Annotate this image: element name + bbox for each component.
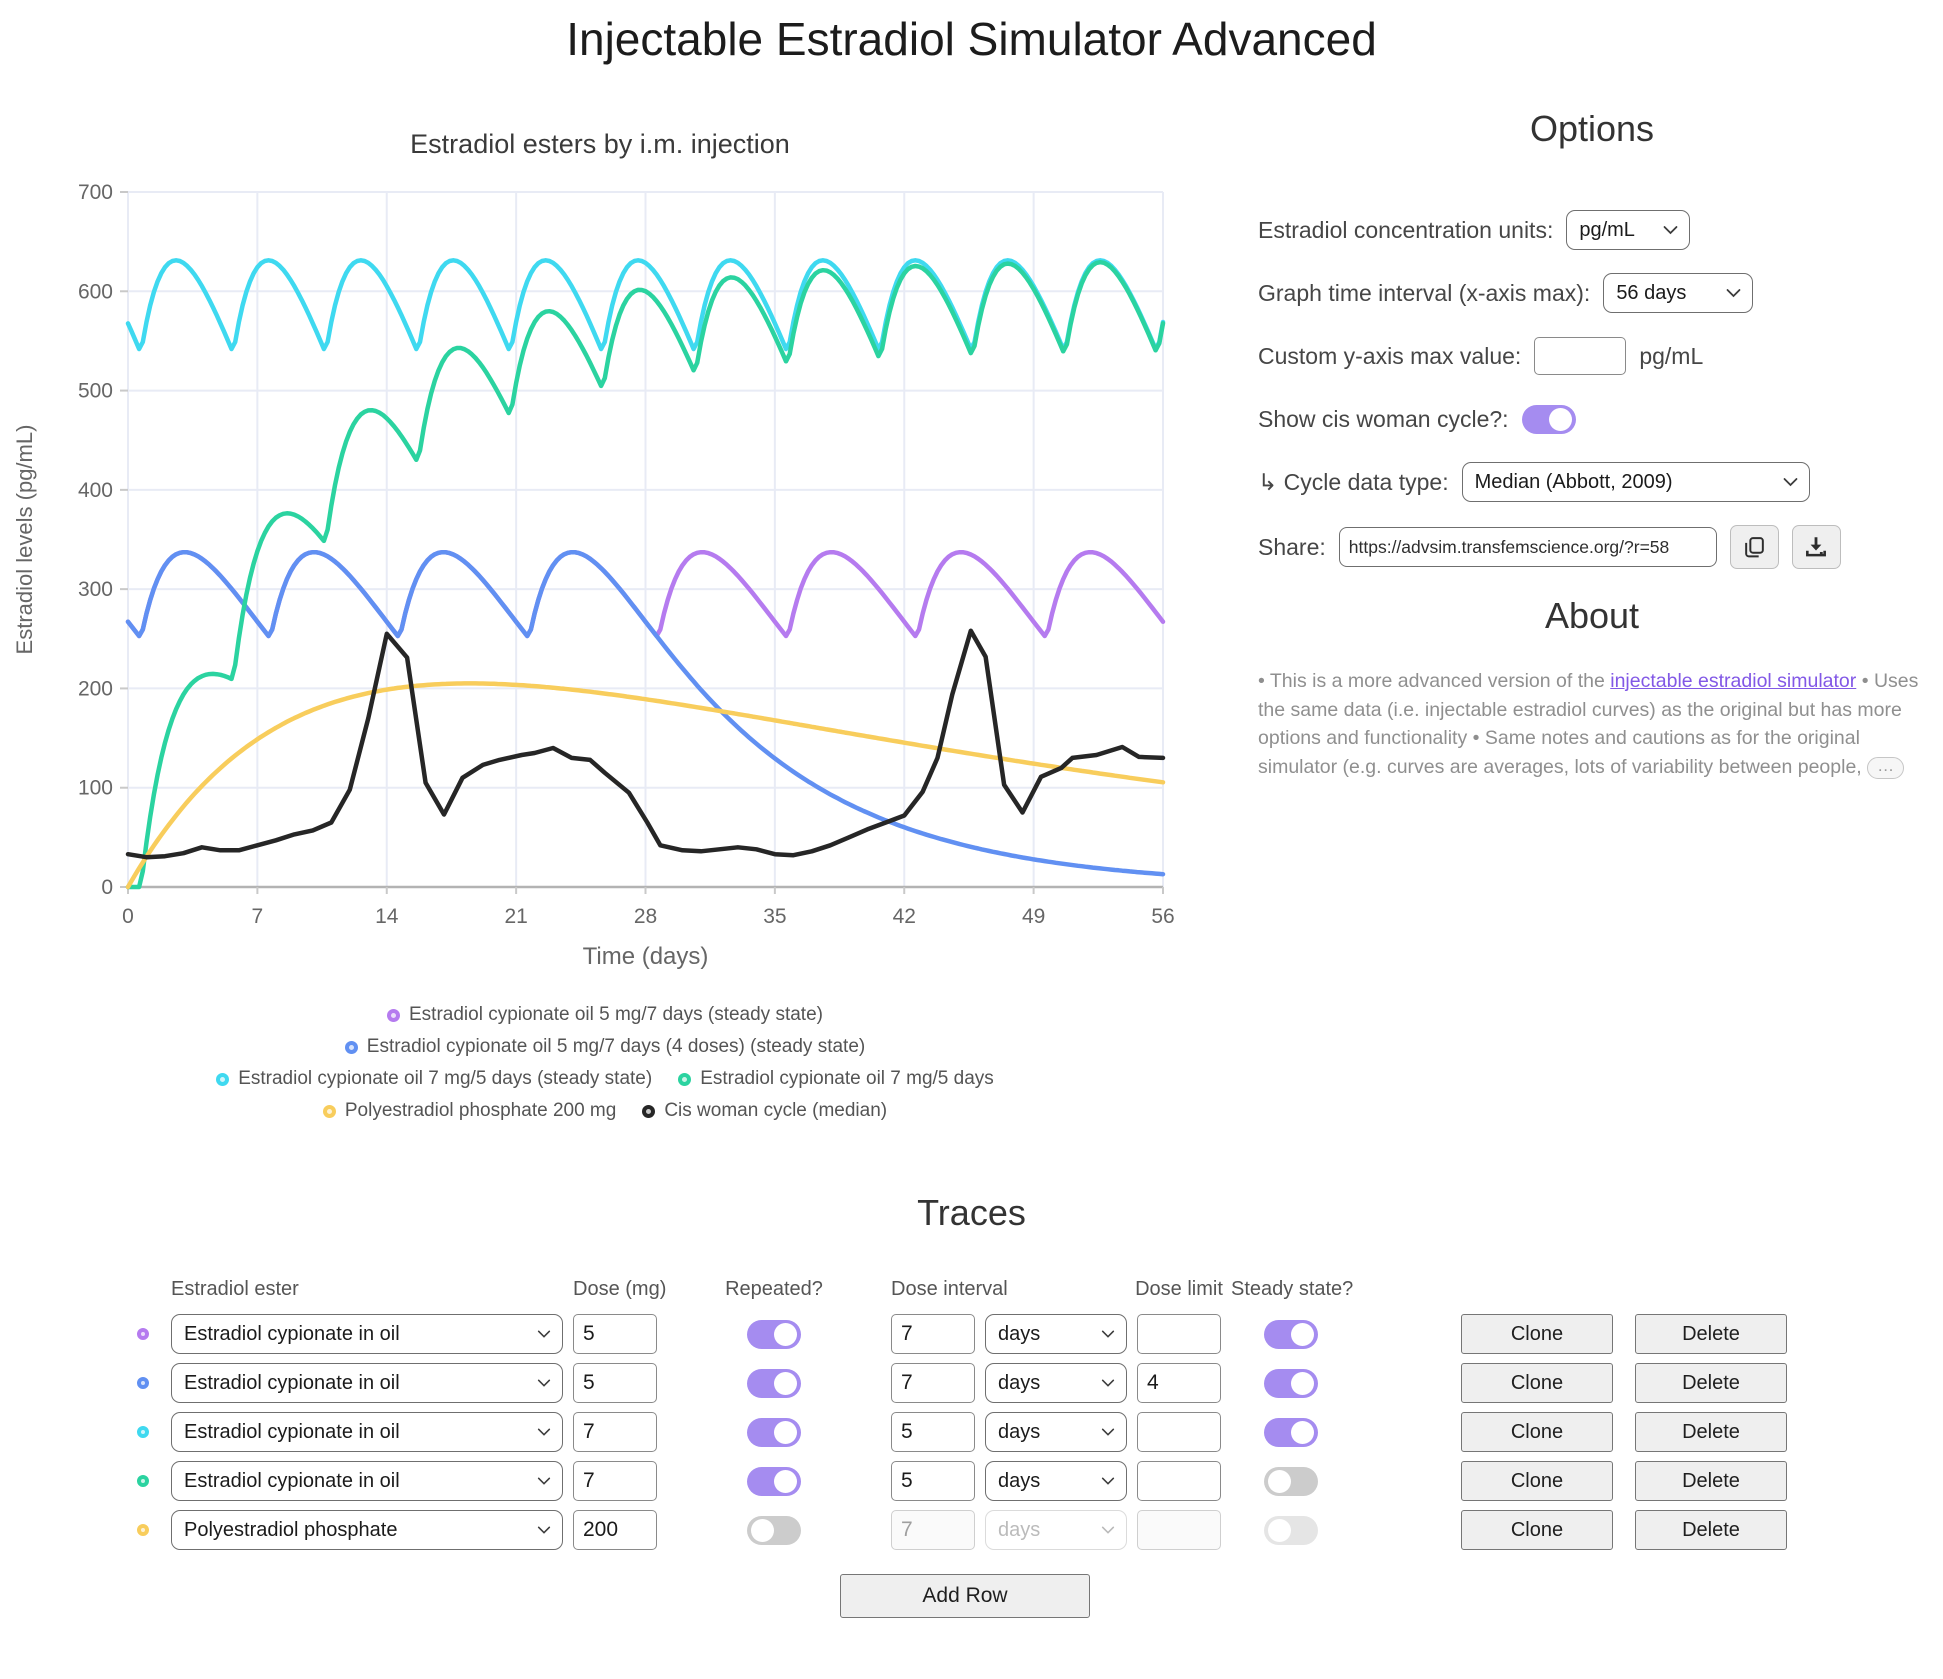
steady-state-toggle[interactable] — [1264, 1369, 1318, 1398]
header-steady-state: Steady state? — [1231, 1278, 1354, 1300]
trace-marker-icon — [137, 1377, 149, 1389]
ester-select-wrap — [171, 1510, 563, 1550]
legend-row — [0, 1004, 1210, 1026]
copy-icon — [1742, 535, 1767, 560]
dose-limit-input[interactable] — [1137, 1461, 1221, 1501]
interval-unit-select[interactable] — [985, 1510, 1127, 1550]
expand-about-button[interactable]: … — [1867, 757, 1904, 779]
toggle-knob — [774, 1421, 797, 1444]
y-tick-label: 700 — [77, 181, 113, 204]
ester-select-wrap — [171, 1363, 563, 1403]
toggle-knob — [1268, 1519, 1291, 1542]
y-tick-label: 200 — [77, 677, 113, 701]
show-cycle-row — [1258, 399, 1926, 439]
clone-button[interactable]: Clone — [1461, 1314, 1613, 1354]
estradiol-chart — [0, 100, 1210, 980]
trace-marker-icon — [137, 1475, 149, 1487]
ester-select-wrap — [171, 1461, 563, 1501]
y-tick-label: 100 — [77, 776, 113, 800]
legend-marker-icon — [642, 1105, 655, 1118]
row-actions — [1361, 1314, 1801, 1354]
ymax-row — [1258, 336, 1926, 376]
units-label: Estradiol concentration units: — [1258, 216, 1554, 243]
dose-input[interactable] — [573, 1412, 657, 1452]
header-ester: Estradiol ester — [171, 1278, 299, 1300]
time-interval-select-wrap — [1603, 273, 1753, 313]
toggle-knob — [1291, 1421, 1314, 1444]
y-tick-label: 600 — [77, 280, 113, 304]
ester-select[interactable] — [171, 1461, 563, 1501]
clone-button[interactable]: Clone — [1461, 1412, 1613, 1452]
steady-state-toggle[interactable] — [1264, 1320, 1318, 1349]
legend-label: Estradiol cypionate oil 7 mg/5 days (steady state) — [238, 1068, 653, 1089]
traces-heading: Traces — [917, 1192, 1026, 1233]
toggle-knob — [1268, 1470, 1291, 1493]
legend-item[interactable] — [216, 1068, 652, 1090]
ester-select-wrap — [171, 1412, 563, 1452]
share-row — [1258, 525, 1926, 569]
time-interval-select[interactable] — [1603, 273, 1753, 313]
options-panel — [1258, 108, 1926, 782]
header-dose: Dose (mg) — [573, 1278, 667, 1300]
cycle-type-label: ↳ Cycle data type: — [1258, 468, 1449, 495]
header-dose-interval: Dose interval — [891, 1278, 1008, 1300]
page-title: Injectable Estradiol Simulator Advanced — [566, 13, 1377, 65]
chart-svg — [0, 100, 1210, 980]
interval-unit-select[interactable] — [985, 1412, 1127, 1452]
header-spacer — [125, 1290, 161, 1294]
legend-row — [0, 1100, 1210, 1122]
legend-item[interactable] — [323, 1100, 616, 1122]
cycle-type-select[interactable] — [1462, 462, 1810, 502]
legend-marker-icon — [345, 1041, 358, 1054]
show-cycle-toggle[interactable] — [1522, 405, 1576, 434]
toggle-knob — [1549, 408, 1572, 431]
dose-limit-input[interactable] — [1137, 1412, 1221, 1452]
legend-item[interactable] — [387, 1004, 823, 1026]
steady-state-toggle[interactable] — [1264, 1418, 1318, 1447]
time-interval-label: Graph time interval (x-axis max): — [1258, 279, 1591, 306]
x-tick-label: 28 — [633, 905, 658, 928]
legend-marker-icon — [387, 1009, 400, 1022]
interval-unit-select-wrap — [985, 1363, 1127, 1403]
toggle-knob — [1291, 1323, 1314, 1346]
row-actions — [1361, 1461, 1801, 1501]
y-tick-label: 500 — [77, 379, 113, 403]
x-axis-title: Time (days) — [582, 943, 709, 970]
dose-limit-input[interactable] — [1137, 1314, 1221, 1354]
legend-marker-icon — [216, 1073, 229, 1086]
x-tick-label: 35 — [763, 905, 787, 928]
interval-input[interactable] — [891, 1510, 975, 1550]
units-select[interactable] — [1566, 210, 1690, 250]
add-row-button[interactable]: Add Row — [840, 1574, 1090, 1618]
y-axis-title: Estradiol levels (pg/mL) — [12, 424, 37, 655]
toggle-knob — [774, 1470, 797, 1493]
cycle-type-select-wrap — [1462, 462, 1810, 502]
units-row — [1258, 210, 1926, 250]
y-tick-label: 300 — [77, 578, 113, 602]
about-text-segment: • Uses the same data (i.e. injectable estradiol curves) as the original but has more options and functionality • Same notes and cautions as for the original simulator (e.g. curves are averages, lots of variability between people, — [1258, 670, 1919, 778]
copy-link-button[interactable] — [1730, 525, 1779, 569]
about-section — [1258, 595, 1926, 782]
show-cycle-label: Show cis woman cycle?: — [1258, 405, 1509, 432]
share-label: Share: — [1258, 533, 1326, 560]
x-tick-label: 0 — [122, 905, 134, 928]
repeated-toggle[interactable] — [747, 1418, 801, 1447]
about-text — [1258, 667, 1926, 782]
interval-unit-select[interactable] — [985, 1363, 1127, 1403]
injectable-estradiol-simulator-link[interactable]: injectable estradiol simulator — [1610, 670, 1857, 692]
download-icon — [1803, 534, 1829, 560]
repeated-toggle[interactable] — [747, 1516, 801, 1545]
legend-label: Estradiol cypionate oil 5 mg/7 days (steady state) — [409, 1004, 823, 1025]
delete-button[interactable]: Delete — [1635, 1510, 1787, 1550]
legend-label: Estradiol cypionate oil 7 mg/5 days — [700, 1068, 994, 1089]
dose-input[interactable] — [573, 1363, 657, 1403]
trace-marker-icon — [137, 1524, 149, 1536]
legend-marker-icon — [323, 1105, 336, 1118]
dose-limit-input[interactable] — [1137, 1510, 1221, 1550]
chart-legend — [0, 1004, 1210, 1132]
interval-unit-select-wrap — [985, 1461, 1127, 1501]
steady-state-toggle[interactable] — [1264, 1516, 1318, 1545]
delete-button[interactable]: Delete — [1635, 1412, 1787, 1452]
legend-marker-icon — [678, 1073, 691, 1086]
traces-section — [0, 1192, 1943, 1618]
delete-button[interactable]: Delete — [1635, 1461, 1787, 1501]
toggle-knob — [751, 1519, 774, 1542]
x-tick-label: 56 — [1151, 905, 1175, 928]
row-actions — [1361, 1412, 1801, 1452]
toggle-knob — [1291, 1372, 1314, 1395]
header-dose-limit: Dose limit — [1135, 1278, 1223, 1300]
delete-button[interactable]: Delete — [1635, 1314, 1787, 1354]
x-tick-label: 7 — [251, 905, 264, 928]
legend-item[interactable] — [678, 1068, 994, 1090]
ester-select[interactable] — [171, 1412, 563, 1452]
repeated-toggle[interactable] — [747, 1467, 801, 1496]
interval-input[interactable] — [891, 1363, 975, 1403]
ymax-label: Custom y-axis max value: — [1258, 342, 1522, 369]
legend-label: Cis woman cycle (median) — [664, 1100, 888, 1121]
options-heading: Options — [1529, 108, 1655, 149]
dose-input[interactable] — [573, 1510, 657, 1550]
interval-unit-select[interactable] — [985, 1461, 1127, 1501]
trace-marker-icon — [137, 1328, 149, 1340]
trace-marker-icon — [137, 1426, 149, 1438]
x-tick-label: 21 — [504, 905, 528, 928]
interval-unit-select-wrap — [985, 1314, 1127, 1354]
x-tick-label: 49 — [1021, 905, 1046, 928]
legend-label: Polyestradiol phosphate 200 mg — [344, 1100, 617, 1121]
interval-input[interactable] — [891, 1461, 975, 1501]
download-button[interactable] — [1792, 525, 1841, 569]
row-actions — [1361, 1363, 1801, 1403]
interval-input[interactable] — [891, 1314, 975, 1354]
time-interval-row — [1258, 273, 1926, 313]
legend-item[interactable] — [345, 1036, 865, 1058]
ester-select[interactable] — [171, 1363, 563, 1403]
x-tick-label: 14 — [375, 905, 399, 928]
interval-input[interactable] — [891, 1412, 975, 1452]
header-repeated: Repeated? — [725, 1278, 823, 1300]
row-actions — [1361, 1510, 1801, 1550]
repeated-toggle[interactable] — [747, 1320, 801, 1349]
dose-input[interactable] — [573, 1461, 657, 1501]
units-select-wrap — [1566, 210, 1690, 250]
ymax-unit: pg/mL — [1639, 342, 1704, 369]
interval-unit-select-wrap — [985, 1510, 1127, 1550]
toggle-knob — [774, 1372, 797, 1395]
clone-button[interactable]: Clone — [1461, 1510, 1613, 1550]
legend-label: Estradiol cypionate oil 5 mg/7 days (4 doses) (steady state) — [366, 1036, 866, 1057]
x-tick-label: 42 — [892, 905, 916, 928]
traces-table — [125, 1278, 1801, 1550]
legend-row — [0, 1036, 1210, 1058]
ester-select[interactable] — [171, 1314, 563, 1354]
clone-button[interactable]: Clone — [1461, 1363, 1613, 1403]
toggle-knob — [774, 1323, 797, 1346]
chart-title: Estradiol esters by i.m. injection — [410, 129, 790, 159]
interval-unit-select[interactable] — [985, 1314, 1127, 1354]
clone-button[interactable]: Clone — [1461, 1461, 1613, 1501]
ester-select[interactable] — [171, 1510, 563, 1550]
y-tick-label: 400 — [77, 478, 113, 502]
about-heading: About — [1544, 595, 1640, 636]
legend-row — [0, 1068, 1210, 1090]
repeated-toggle[interactable] — [747, 1369, 801, 1398]
y-tick-label: 0 — [101, 876, 113, 899]
steady-state-toggle[interactable] — [1264, 1467, 1318, 1496]
ester-select-wrap — [171, 1314, 563, 1354]
dose-input[interactable] — [573, 1314, 657, 1354]
legend-item[interactable] — [642, 1100, 887, 1122]
dose-limit-input[interactable] — [1137, 1363, 1221, 1403]
cycle-type-row — [1258, 462, 1926, 502]
ymax-input[interactable] — [1534, 337, 1626, 375]
share-url-input[interactable] — [1339, 527, 1717, 567]
about-text-segment: • This is a more advanced version of the — [1258, 670, 1611, 692]
interval-unit-select-wrap — [985, 1412, 1127, 1452]
delete-button[interactable]: Delete — [1635, 1363, 1787, 1403]
